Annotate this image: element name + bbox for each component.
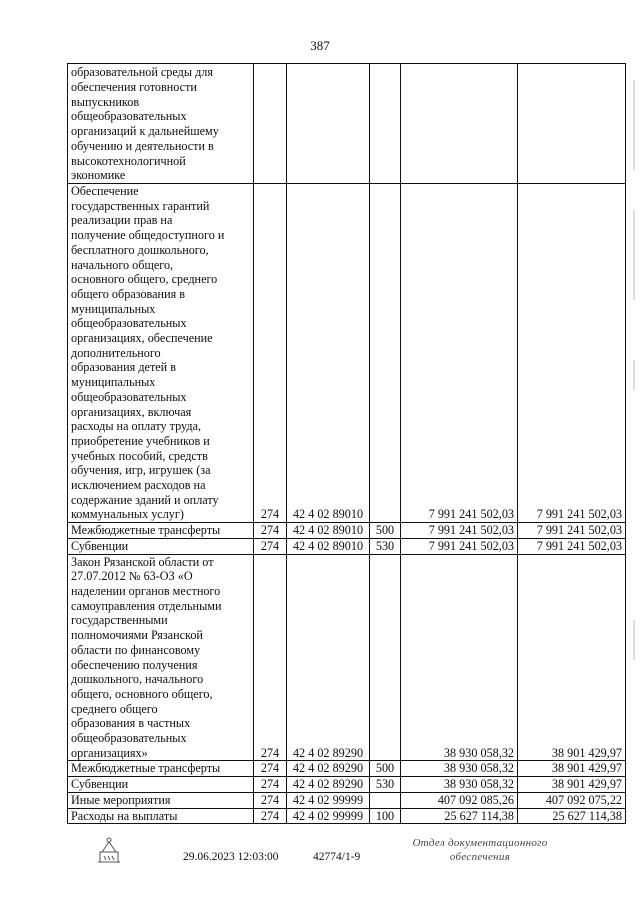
row-target-article: 42 4 02 99999 <box>287 808 370 824</box>
row-target-article: 42 4 02 99999 <box>287 792 370 808</box>
row-target-article: 42 4 02 89290 <box>287 554 370 761</box>
department-stamp <box>400 836 560 864</box>
row-name: Иные мероприятия <box>68 792 254 808</box>
row-expense-type <box>370 64 401 184</box>
budget-table <box>67 63 626 824</box>
row-sum-1: 7 991 241 502,03 <box>401 538 518 554</box>
table-row <box>68 184 626 523</box>
row-sum-2: 7 991 241 502,03 <box>518 538 626 554</box>
row-sum-2: 38 901 429,97 <box>518 761 626 777</box>
row-ministry-code: 274 <box>254 538 287 554</box>
table-row <box>68 792 626 808</box>
row-sum-1 <box>401 64 518 184</box>
row-name: Межбюджетные трансферты <box>68 761 254 777</box>
row-ministry-code: 274 <box>254 761 287 777</box>
table-row <box>68 523 626 539</box>
row-expense-type <box>370 184 401 523</box>
table-row <box>68 554 626 761</box>
footer-doc-number: 42774/1-9 <box>313 851 361 863</box>
row-sum-1: 25 627 114,38 <box>401 808 518 824</box>
row-sum-1: 7 991 241 502,03 <box>401 184 518 523</box>
stamp-line-2: обеспечения <box>449 851 511 863</box>
row-name: Закон Рязанской области от 27.07.2012 № 63-ОЗ «О наделении органов местного самоуправления отдельными государственными полномочиями Рязанской области по финансовому обеспечению получения дошкольного, начального общего, основного общего, среднего общего образования в частных общеобразовательных организациях» <box>68 554 254 761</box>
row-expense-type: 500 <box>370 761 401 777</box>
row-ministry-code: 274 <box>254 554 287 761</box>
row-name: Межбюджетные трансферты <box>68 523 254 539</box>
table-row <box>68 808 626 824</box>
row-sum-1: 38 930 058,32 <box>401 777 518 793</box>
stamp-line-1: Отдел документационного <box>412 837 548 849</box>
row-expense-type: 530 <box>370 777 401 793</box>
row-ministry-code: 274 <box>254 777 287 793</box>
table-row <box>68 64 626 184</box>
row-sum-1: 38 930 058,32 <box>401 554 518 761</box>
row-sum-1: 7 991 241 502,03 <box>401 523 518 539</box>
row-target-article: 42 4 02 89010 <box>287 523 370 539</box>
emblem-icon <box>92 834 126 866</box>
row-sum-2: 407 092 075,22 <box>518 792 626 808</box>
row-expense-type: 100 <box>370 808 401 824</box>
row-expense-type: 530 <box>370 538 401 554</box>
row-name: Обеспечение государственных гарантий реализации прав на получение общедоступного и бесплатного дошкольного, начального общего, основного общего, среднего общего образования в муниципальных общеобразовательных организациях, обеспечение дополнительного образования детей в муниципальных общеобразовательных организациях, включая расходы на оплату труда, приобретение учебников и учебных пособий, средств обучения, игр, игрушек (за исключением расходов на содержание зданий и оплату коммунальных услуг) <box>68 184 254 523</box>
row-sum-2: 25 627 114,38 <box>518 808 626 824</box>
row-sum-2: 7 991 241 502,03 <box>518 523 626 539</box>
page-number: 387 <box>310 38 330 53</box>
row-sum-2: 38 901 429,97 <box>518 554 626 761</box>
row-name: образовательной среды для обеспечения готовности выпускников общеобразовательных организаций к дальнейшему обучению и деятельности в высокотехнологичной экономике <box>68 64 254 184</box>
row-sum-1: 38 930 058,32 <box>401 761 518 777</box>
table-row <box>68 777 626 793</box>
row-ministry-code: 274 <box>254 523 287 539</box>
row-ministry-code: 274 <box>254 808 287 824</box>
row-ministry-code: 274 <box>254 792 287 808</box>
scan-edge-marks <box>630 60 638 840</box>
row-ministry-code: 274 <box>254 184 287 523</box>
row-target-article: 42 4 02 89290 <box>287 761 370 777</box>
row-expense-type <box>370 554 401 761</box>
row-sum-2: 7 991 241 502,03 <box>518 184 626 523</box>
row-target-article: 42 4 02 89290 <box>287 777 370 793</box>
row-sum-2: 38 901 429,97 <box>518 777 626 793</box>
table-row <box>68 761 626 777</box>
row-name: Расходы на выплаты <box>68 808 254 824</box>
row-sum-2 <box>518 64 626 184</box>
table-row <box>68 538 626 554</box>
row-sum-1: 407 092 085,26 <box>401 792 518 808</box>
row-ministry-code <box>254 64 287 184</box>
row-expense-type <box>370 792 401 808</box>
footer-datetime: 29.06.2023 12:03:00 <box>183 851 279 863</box>
row-target-article <box>287 64 370 184</box>
row-name: Субвенции <box>68 777 254 793</box>
row-name: Субвенции <box>68 538 254 554</box>
row-expense-type: 500 <box>370 523 401 539</box>
row-target-article: 42 4 02 89010 <box>287 184 370 523</box>
row-target-article: 42 4 02 89010 <box>287 538 370 554</box>
